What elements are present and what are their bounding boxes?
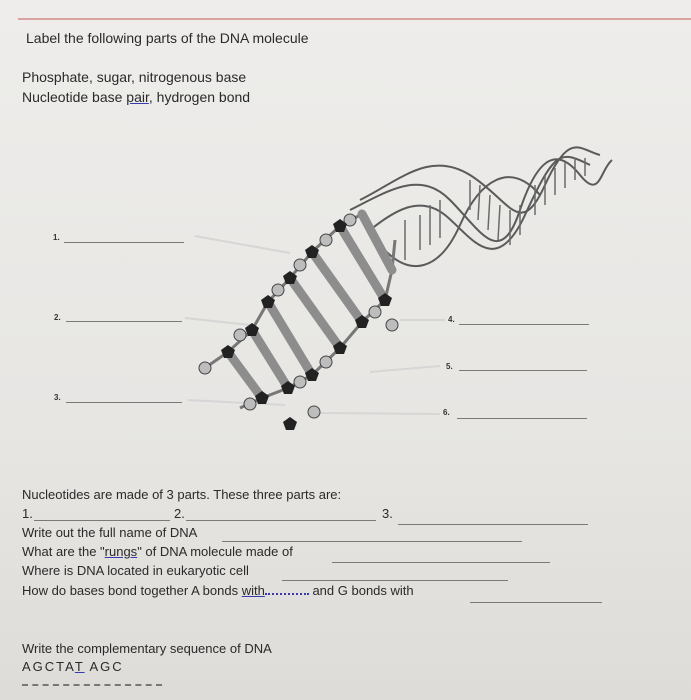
question-dna-name: Write out the full name of DNA [22, 525, 198, 540]
diagram-label-6: 6. [443, 408, 450, 417]
terms-line-2: Nucleotide base pair, hydrogen bond [22, 89, 251, 105]
answer-line-2[interactable] [66, 321, 182, 322]
answer-line-5[interactable] [459, 370, 587, 371]
parts-num-1: 1. [22, 506, 33, 521]
sequence-prompt: Write the complementary sequence of DNA [22, 641, 272, 656]
parts-line-1[interactable] [34, 520, 170, 521]
answer-line-4[interactable] [459, 324, 589, 325]
parts-line-2[interactable] [186, 520, 376, 521]
dna-name-line[interactable] [222, 541, 522, 542]
question-base-bonding: How do bases bond together A bonds with and G bonds with [22, 583, 414, 598]
location-line[interactable] [282, 580, 508, 581]
diagram-label-3: 3. [54, 393, 61, 402]
connector-2 [185, 318, 250, 325]
worksheet-title: Label the following parts of the DNA molecule [26, 30, 309, 46]
diagram-label-5: 5. [446, 362, 453, 371]
connector-3 [188, 400, 285, 405]
terms-line-1: Phosphate, sugar, nitrogenous base [22, 69, 247, 85]
parts-line-3[interactable] [398, 524, 588, 525]
connector-6 [320, 413, 440, 414]
question-dna-location: Where is DNA located in eukaryotic cell [22, 563, 249, 578]
diagram-label-1: 1. [53, 233, 60, 242]
answer-line-3[interactable] [66, 402, 182, 403]
double-helix [350, 147, 612, 266]
rungs-line[interactable] [332, 562, 550, 563]
sequence-answer-line[interactable] [22, 684, 162, 686]
diagram-label-2: 2. [54, 313, 61, 322]
dna-sequence: AGCTAT AGC [22, 659, 124, 674]
connector-1 [195, 236, 290, 253]
diagram-label-4: 4. [448, 315, 455, 324]
question-rungs: What are the "rungs" of DNA molecule made of [22, 544, 293, 559]
g-bond-line[interactable] [470, 602, 602, 603]
parts-num-3: 3. [382, 506, 393, 521]
question-nucleotide-parts: Nucleotides are made of 3 parts. These three parts are: [22, 487, 342, 502]
parts-num-2: 2. [174, 506, 185, 521]
connector-5 [370, 366, 440, 372]
answer-line-1[interactable] [64, 242, 184, 243]
answer-line-6[interactable] [457, 418, 587, 419]
